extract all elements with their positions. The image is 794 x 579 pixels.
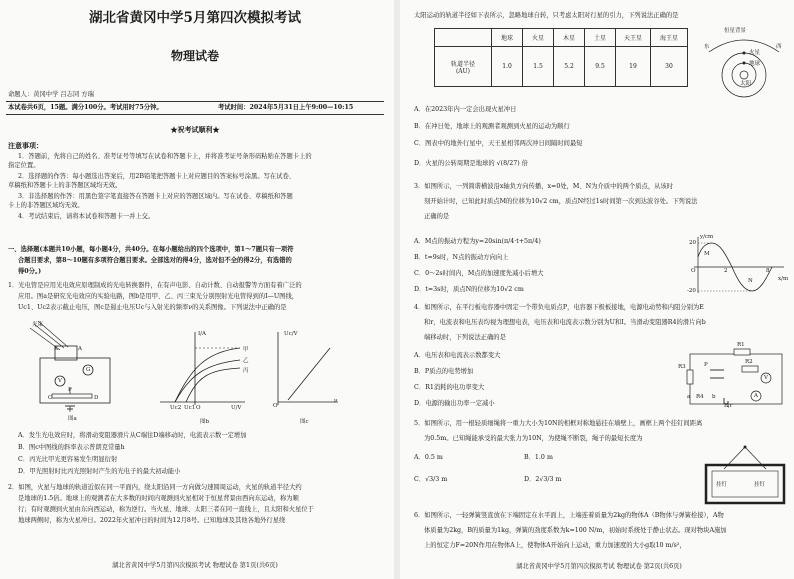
q4-label-p: P: [704, 362, 708, 368]
fig-a-caption: 图a: [68, 416, 77, 422]
q3-point-n: N: [748, 278, 753, 284]
fig-a-label-v: V: [58, 378, 62, 384]
q5-nail-right: 挂钉: [754, 482, 766, 488]
table-header: 地球: [492, 29, 523, 47]
q4-label-source: E,r: [724, 403, 733, 409]
q5-text: 为0.5m。已知绳能承受的最大张力为10N，为使绳不断裂，绳子的最短长度为: [424, 435, 643, 442]
fig-b-bing: 丙: [243, 368, 249, 374]
q5-frame-figure: [704, 445, 786, 505]
table-header: [435, 29, 492, 47]
q5-option-c: C．√3/3 m: [414, 476, 448, 483]
fig-a-label-a: A: [78, 346, 82, 352]
q3-text: 刻开始计时，已知此时质点M的位移为10√2 cm，质点N经过1s时间第一次到达波谷处。下列说法: [424, 198, 698, 205]
q5-nail-left: 挂钉: [716, 482, 728, 488]
exam-page-2: [404, 0, 794, 579]
q6-text: 体质量为2kg，B的质量为1kg，弹簧的劲度系数为k=100 N/m，初始时系统处于静止状态。现对物块A施加: [424, 527, 727, 534]
q4-ammeter: A: [754, 393, 758, 399]
q1-text: 应用。图a是研究光电效应的实验电路，图b是用甲、乙、丙三束光分别照射光电管得到的I—U图线，: [18, 293, 299, 300]
q4-label-r3: R3: [678, 364, 686, 370]
fig-a-label-p: P: [68, 387, 72, 393]
q4-label-b: b: [712, 394, 716, 400]
q2-continued: 太阳运动的轨道半径如下表所示，忽略地球自转，只考虑太阳对行星的引力，下列说法正确的是: [414, 12, 679, 19]
q4-text: 和r，电流表和电压表均视为理想电表，电压表和电流表示数分别为U和I。当滑动变阻器R4的滑片向b: [424, 319, 706, 326]
figure-a-circuit: [30, 318, 125, 413]
q2-option-c: C．图表中的地外行星中，天王星相邻两次冲日间隔时间最短: [414, 140, 583, 147]
table-header: 天王星: [616, 29, 651, 47]
q1-text: 1．光电管是应用光电效应原理制成的光电转换器件，在有声电影、自动计数、自动报警等方面有着广泛的: [8, 282, 302, 289]
q4-label-a: a: [687, 394, 691, 400]
fig-b-caption: 图b: [200, 419, 210, 425]
fig-b-x-label: U/V: [231, 405, 242, 411]
notice-line: 4．考试结束后，请将本试卷和答题卡一并上交。: [18, 213, 155, 220]
exam-page-1: [0, 0, 390, 579]
q4-option-d: D．电源的输出功率一定减小: [414, 400, 495, 407]
orbit-east-label: 东: [704, 44, 710, 50]
q5-option-a: A．0.5 m: [414, 454, 443, 461]
q1-text: Uc1、Uc2表示截止电压，图c是遏止电压Uc与入射光的频率ν的关系图像。下列说法中正确的是: [18, 304, 287, 311]
q3-tick-20: 20: [689, 240, 696, 246]
table-header: 木星: [554, 29, 585, 47]
fig-c-origin: O: [273, 403, 278, 409]
orbit-earth-label: 地球: [749, 61, 761, 67]
page-footer: 湖北省黄冈中学5月第四次模拟考试 物理试卷 第1页(共6页): [112, 562, 278, 569]
q3-option-d: D．t=3s时，质点N的位移为10√2 cm: [414, 286, 524, 293]
q6-text: 上的恒定力F=20N作用在物体A上，使物体A开始向上运动，重力加速度的大小g取10 m/s²，: [424, 542, 686, 549]
q3-origin: O: [691, 268, 696, 274]
blessing: ★祝考试顺利★: [170, 125, 220, 134]
notice-line: 卡上的非答题区域均无效。: [8, 202, 84, 209]
table-cell: 9.5: [585, 47, 616, 87]
section-heading: 得0分。): [18, 268, 42, 275]
q3-text: 3．如图所示，一列简谐横波沿x轴负方向传播，x=0处，M、N为介质中的两个质点，从该时: [414, 183, 674, 190]
q2-text: 行；有时观测到火星由东向西运动，称为逆行。当火星、地球、太阳三者在同一直线上，且太阳和火星位于: [18, 506, 314, 513]
q2-option-b: B．在冲日处，地球上的观测者观测到火星的运动为顺行: [414, 123, 570, 130]
fig-c-y-label: Uc/V: [284, 331, 298, 337]
info-left: 本试卷共6页，15题。满分100分。考试用时75分钟。: [8, 104, 163, 111]
fig-b-jia: 甲: [243, 347, 249, 353]
fig-a-label-k: K: [54, 346, 59, 352]
q4-option-c: C．R1消耗的电功率变大: [414, 384, 485, 391]
table-cell: 5.2: [554, 47, 585, 87]
notice-line: 2．选择题的作答：每小题选出答案后，用2B铅笔把答题卡上对应题目的答案标号涂黑。写在试卷、: [18, 173, 296, 180]
divider: [6, 114, 384, 115]
figure-c-uc-graph: [268, 330, 338, 410]
q2-text: 是地球的1.5倍。地球上的观测者在大多数的时间内观测到火星相对于恒星背景由西向东运动，称为顺: [18, 495, 299, 502]
fig-b-yi: 乙: [243, 358, 249, 364]
q1-option-a: A．发生光电效应时，将滑动变阻器滑片从C端往D端移动时，电流表示数一定增加: [18, 432, 247, 439]
notice-title: 注意事项：: [8, 141, 43, 150]
fig-b-origin: O: [196, 405, 201, 411]
table-header: 土星: [585, 29, 616, 47]
table-header: 海王星: [651, 29, 688, 47]
q1-option-c: C．丙光比甲光更容易发生明显衍射: [18, 456, 118, 463]
q3-option-a: A．M点的振动方程为y=20sin(π/4·t+5π/4): [414, 238, 541, 245]
orbit-bg-label: 恒星背景: [724, 28, 747, 34]
exam-time: 考试时间：2024年5月31日上午9:00—10:15: [218, 104, 354, 111]
table-header: 火星: [523, 29, 554, 47]
notice-line: 草稿纸和答题卡上的非答题区域均无效。: [8, 182, 122, 189]
table-row-label: 轨道半径 (AU): [435, 47, 492, 87]
notice-line: 1．答题前，先将自己的姓名、准考证号等填写在试卷和答题卡上，并将准考证号条形码粘贴在答题卡上的: [18, 153, 312, 160]
q4-label-r2: R2: [745, 359, 753, 365]
q3-y-label: y/cm: [700, 234, 714, 240]
q3-point-m: M: [704, 251, 710, 257]
q2-text: 2．如图，火星与地球的轨道近似在同一平面内，绕太阳沿同一方向做匀速圆周运动，火星的轨道半径大约: [8, 484, 302, 491]
q1-option-b: B．图c中图线的斜率表示普朗克常量h: [18, 444, 125, 451]
figure-b-iu-graph: [160, 330, 245, 410]
orbit-sun-label: 太阳: [740, 81, 752, 87]
q3-option-c: C．0～2s时间内，M点的加速度先减小后增大: [414, 270, 544, 277]
notice-line: 3．非选择题的作答：用黑色签字笔直接答在答题卡上对应的答题区域内。写在试卷、草稿纸和答题: [18, 193, 293, 200]
q4-text: 4．如图所示，在平行板电容器中固定一个带负电质点P，电容器下极板接地，电源电动势和内阻分别为E: [414, 304, 704, 311]
orbit-radius-table: [434, 28, 688, 87]
notice-line: 指定位置。: [8, 162, 40, 169]
q2-option-a: A．在2023年内一定会出现火星冲日: [414, 106, 517, 113]
q4-text: 端移动时，下列说法正确的是: [424, 334, 506, 341]
page-gutter: [394, 0, 400, 579]
q1-option-d: D．甲光照射时比丙光照射时产生的光电子的最大初动能小: [18, 468, 181, 475]
fig-c-caption: 图c: [300, 419, 309, 425]
q4-option-b: B．P质点的电势增加: [414, 368, 474, 375]
table-cell: 19: [616, 47, 651, 87]
q2-option-d: D．火星的公转周期是地球的 √(8/27) 倍: [414, 160, 528, 167]
q5-option-d: D．2√3/3 m: [524, 476, 562, 483]
q4-voltmeter: V: [764, 375, 768, 381]
q3-tick-minus-20: -20: [687, 288, 696, 294]
q3-wave-graph: [686, 235, 789, 295]
orbit-mars-label: 火星: [749, 50, 761, 56]
q4-option-a: A．电压表和电流表示数都变大: [414, 352, 501, 359]
q3-x-label: x/m: [778, 276, 789, 282]
fig-b-y-label: I/A: [198, 331, 206, 337]
orbit-figure: [704, 30, 784, 100]
fig-a-label-c: C: [48, 395, 53, 401]
page-footer: 湖北省黄冈中学5月第四次模拟考试 物理试卷 第2页(共6页): [516, 563, 682, 570]
fig-c-x-label: ν: [334, 398, 338, 404]
q3-tick-8: 8: [766, 268, 770, 274]
q4-label-r1: R1: [737, 342, 745, 348]
divider: [6, 101, 384, 102]
fig-b-uc2: Uc2: [170, 405, 182, 411]
q5-option-b: B．1.0 m: [524, 454, 553, 461]
q3-text: 正确的是: [424, 213, 450, 220]
q4-label-r4: R4: [696, 394, 704, 400]
fig-a-label-g: G: [86, 367, 91, 373]
exam-subtitle: 物理试卷: [170, 49, 219, 63]
q3-option-b: B．t=9s时，N点的振动方向向上: [414, 254, 509, 261]
q5-text: 5．如图所示，用一根轻质细绳将一重力大小为10N的相框对称地悬挂在墙壁上，画框上两个挂钉间距离: [414, 420, 703, 427]
orbit-west-label: 西: [776, 44, 782, 50]
table-cell: 1.0: [492, 47, 523, 87]
table-cell: 30: [651, 47, 688, 87]
author-line: 命题人：黄冈中学 吕志同 方瑞: [8, 91, 94, 98]
q6-text: 6．如图所示，一轻弹簧竖直放在下端固定在水平面上，上端连着质量为2kg的物体A（B物体与弹簧栓接），A物: [414, 512, 724, 519]
q3-tick-2: 2: [724, 268, 728, 274]
section-heading: 一、选择题(本题共10小题，每小题4分，共40分。在每小题给出的四个选项中，第1～7题只有一项符: [8, 246, 294, 253]
fig-a-label-d: D: [94, 395, 99, 401]
section-heading: 合题目要求，第8～10题有多项符合题目要求。全部选对的得4分，选对但不全的得2分，有选错的: [18, 257, 292, 264]
q2-text: 地球两侧时，称为火星冲日。2022年火星冲日的时间为12月8号。已知地球及其他各地外行星绕: [18, 517, 286, 524]
fig-a-label-light: 光束: [32, 322, 44, 328]
table-cell: 1.5: [523, 47, 554, 87]
fig-b-uc1: Uc1: [184, 405, 196, 411]
exam-title: 湖北省黄冈中学5月第四次模拟考试: [89, 10, 301, 26]
